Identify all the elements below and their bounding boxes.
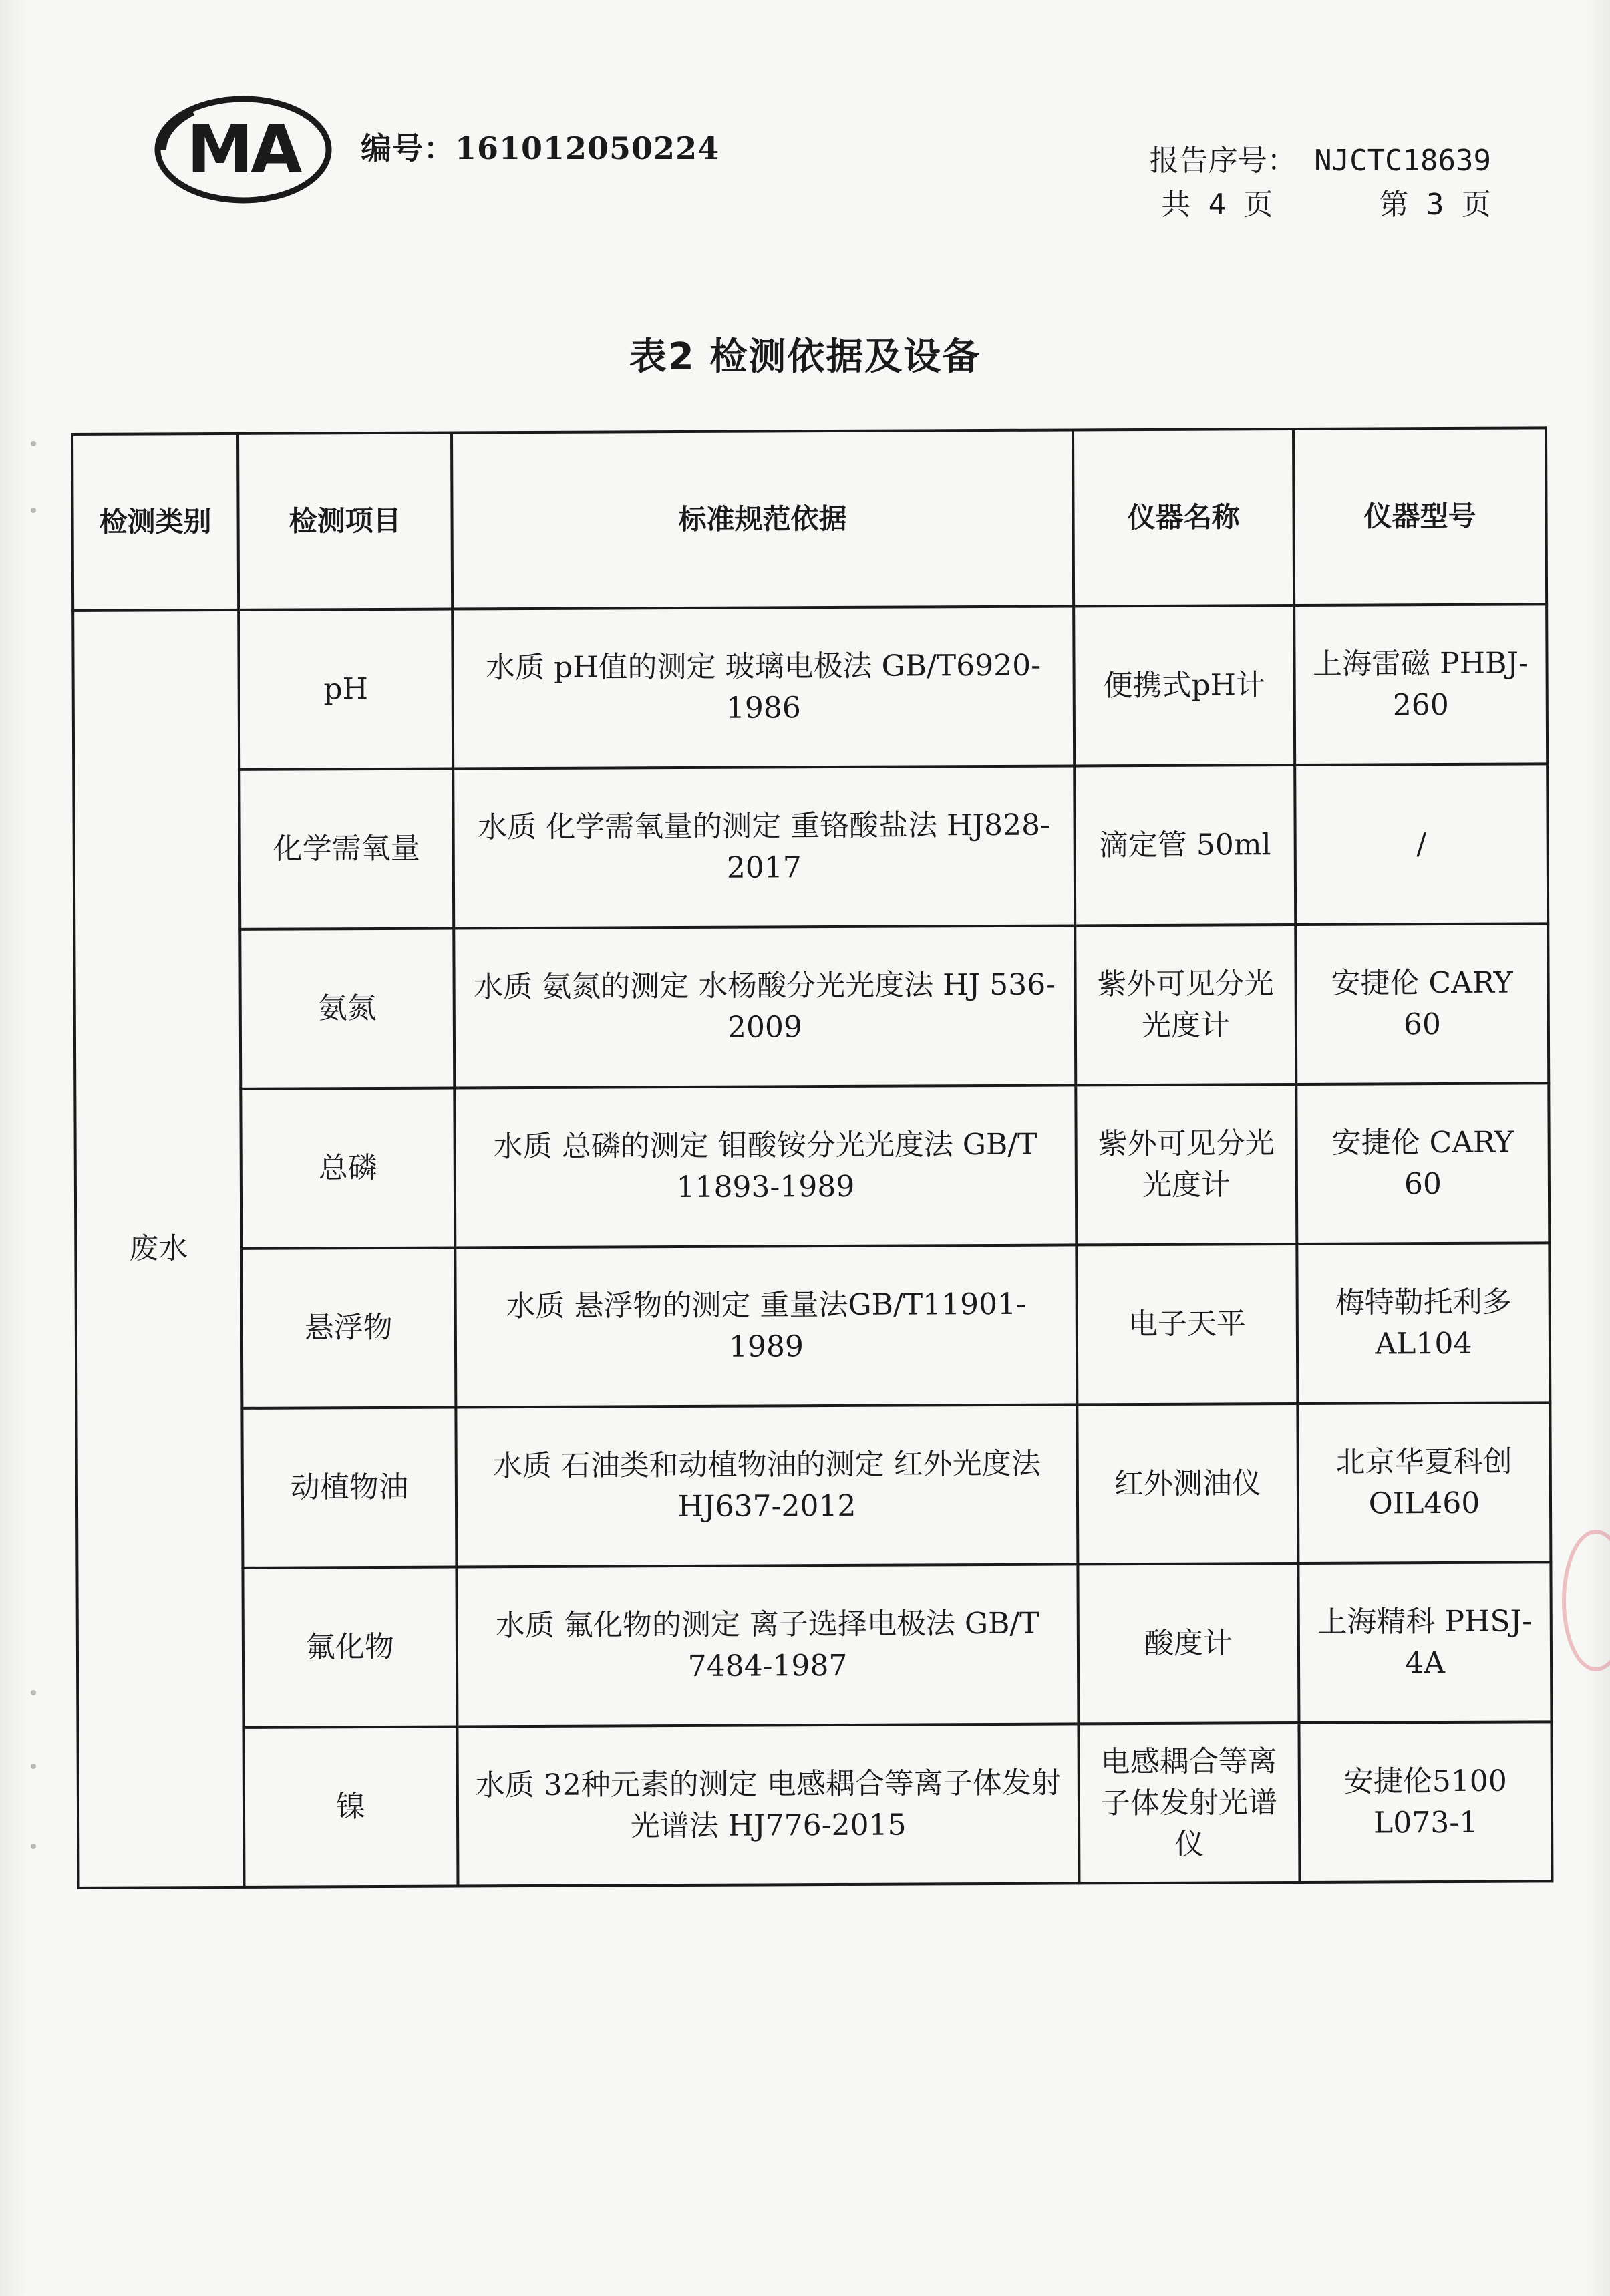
table-title: 表2 检测依据及设备 (629, 335, 981, 379)
category-cell: 废水 (73, 610, 244, 1888)
standard-cell: 水质 化学需氧量的测定 重铬酸盐法 HJ828-2017 (453, 766, 1075, 928)
table-row (73, 764, 1548, 930)
svg-text:MA: MA (186, 110, 300, 188)
instrument-cell: 红外测油仪 (1077, 1404, 1298, 1564)
instrument-cell: 滴定管 50ml (1074, 765, 1295, 925)
header-item: 检测项目 (238, 433, 452, 610)
report-number-label: 报告序号： (1149, 144, 1297, 178)
report-number-value: NJCTC18639 (1314, 144, 1491, 178)
certificate-number (361, 124, 719, 168)
current-page: 第 3 页 (1379, 188, 1491, 222)
table-row (73, 604, 1547, 770)
total-pages: 共 4 页 (1161, 188, 1273, 222)
model-cell: 梅特勒托利多 AL104 (1297, 1243, 1550, 1404)
item-cell: 总磷 (240, 1088, 455, 1249)
item-cell: pH (238, 609, 453, 770)
instrument-cell: 紫外可见分光光度计 (1076, 1084, 1297, 1245)
table-row (74, 923, 1549, 1090)
item-cell: 镍 (243, 1726, 458, 1887)
model-cell: 安捷伦 CARY 60 (1296, 1083, 1549, 1244)
table-row (76, 1402, 1551, 1569)
model-cell: 北京华夏科创 OIL460 (1297, 1402, 1551, 1563)
instrument-cell: 酸度计 (1078, 1563, 1299, 1724)
model-cell: / (1295, 764, 1548, 925)
item-cell: 氨氮 (240, 929, 454, 1089)
item-cell: 动植物油 (242, 1407, 456, 1567)
model-cell: 安捷伦5100 L073-1 (1299, 1721, 1552, 1882)
item-cell: 氟化物 (243, 1567, 457, 1727)
header-instrument: 仪器名称 (1073, 429, 1294, 606)
standard-cell: 水质 32种元素的测定 电感耦合等离子体发射光谱法 HJ776-2015 (457, 1724, 1079, 1886)
table-row (77, 1562, 1551, 1728)
instrument-cell: 紫外可见分光光度计 (1075, 925, 1296, 1085)
header-model: 仪器型号 (1293, 428, 1547, 605)
model-cell: 上海雷磁 PHBJ-260 (1294, 604, 1547, 765)
cma-logo (152, 94, 334, 206)
standard-cell: 水质 总磷的测定 钼酸铵分光光度法 GB/T 11893-1989 (454, 1085, 1076, 1247)
report-meta (1150, 139, 1491, 227)
standard-cell: 水质 石油类和动植物油的测定 红外光度法 HJ637-2012 (456, 1404, 1078, 1567)
report-number (1150, 139, 1491, 183)
model-cell: 安捷伦 CARY 60 (1295, 923, 1549, 1084)
testing-basis-table (71, 426, 1553, 1889)
instrument-cell: 电子天平 (1076, 1244, 1297, 1404)
standard-cell: 水质 氨氮的测定 水杨酸分光光度法 HJ 536-2009 (454, 925, 1076, 1088)
instrument-cell: 电感耦合等离子体发射光谱仪 (1078, 1723, 1299, 1883)
header-standard: 标准规范依据 (452, 430, 1074, 609)
table-row (75, 1243, 1550, 1409)
standard-cell: 水质 pH值的测定 玻璃电极法 GB/T6920-1986 (452, 606, 1074, 768)
page-indicator (1150, 183, 1491, 227)
standard-cell: 水质 氟化物的测定 离子选择电极法 GB/T 7484-1987 (456, 1564, 1078, 1726)
instrument-cell: 便携式pH计 (1074, 605, 1295, 766)
item-cell: 悬浮物 (241, 1248, 456, 1408)
table-row (77, 1721, 1552, 1888)
standard-cell: 水质 悬浮物的测定 重量法GB/T11901-1989 (455, 1245, 1077, 1407)
table-header-row (72, 428, 1547, 611)
item-cell: 化学需氧量 (239, 769, 454, 929)
model-cell: 上海精科 PHSJ-4A (1298, 1562, 1551, 1723)
certificate-number-label: 编号： (361, 130, 455, 166)
table-row (75, 1083, 1549, 1249)
certificate-number-value: 161012050224 (455, 130, 720, 166)
header-category: 检测类别 (72, 434, 238, 611)
